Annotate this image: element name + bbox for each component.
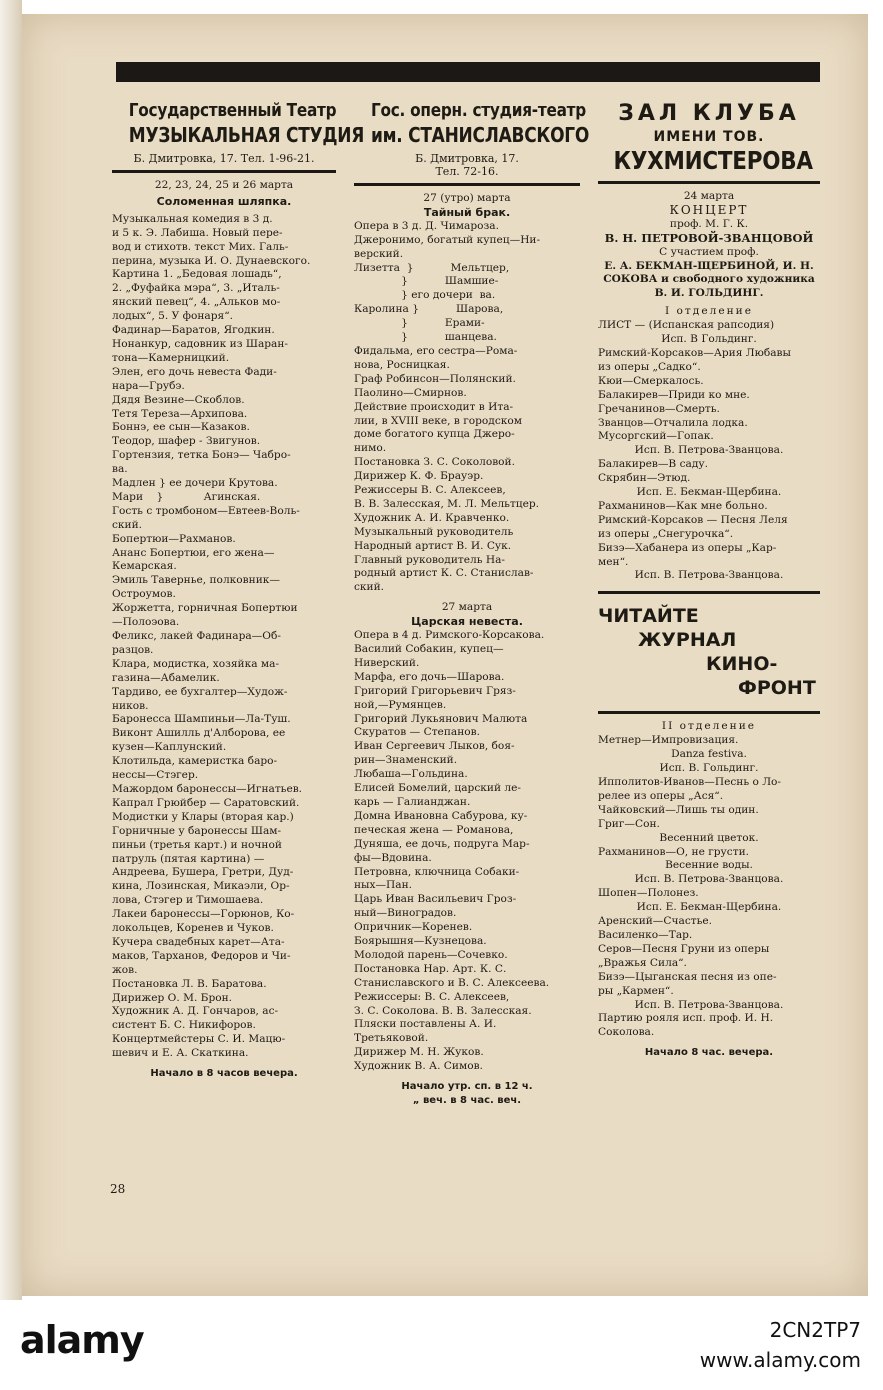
text-line: родный артист К. С. Станислав- bbox=[354, 567, 534, 580]
text-line: Ниверский. bbox=[354, 656, 420, 669]
text-line: Елисей Бомелий, царский ле- bbox=[354, 782, 521, 795]
performance-date-2: 27 марта bbox=[441, 601, 493, 614]
text-line: нара—Грубэ. bbox=[112, 379, 185, 392]
part-two-heading: II отделение bbox=[661, 720, 757, 733]
start-time-matinee: Начало утр. сп. в 12 ч. bbox=[401, 1081, 533, 1093]
club-title-line1: ЗАЛ КЛУБА bbox=[618, 101, 800, 126]
text-line: Серов—Песня Груни из оперы bbox=[598, 942, 770, 955]
text-line: Нонанкур, садовник из Шаран- bbox=[112, 337, 288, 350]
play-title-2: Царская невеста. bbox=[411, 615, 523, 629]
text-line: Шопен—Полонез. bbox=[598, 887, 699, 900]
text-line: Метнер—Импровизация. bbox=[598, 734, 739, 747]
ad-line-1: ЧИТАЙТЕ bbox=[598, 605, 699, 628]
text-line: Бизэ—Цыганская песня из опе- bbox=[598, 970, 777, 983]
text-line: Исп. В. Петрова-Званцова. bbox=[634, 998, 784, 1011]
text-line: Кюи—Смеркалось. bbox=[598, 374, 704, 387]
text-line: верский. bbox=[354, 247, 404, 260]
text-line: лии, в XVIII веке, в городском bbox=[354, 414, 523, 427]
text-line: } Ерами- bbox=[354, 317, 485, 330]
text-line: лодых“, 5. У фонаря“. bbox=[112, 310, 233, 323]
text-line: Григорий Лукьянович Малюта bbox=[354, 712, 528, 725]
text-line: из оперы „Садко“. bbox=[598, 360, 701, 373]
text-line: Пляски поставлены А. И. bbox=[354, 1018, 497, 1031]
theatre-title-line2: МУЗЫКАЛЬНАЯ СТУДИЯ bbox=[128, 123, 365, 147]
text-line: Опера в 4 д. Римского-Корсакова. bbox=[354, 629, 545, 642]
text-line: Василенко—Тар. bbox=[598, 928, 693, 941]
text-line: Художник В. А. Симов. bbox=[354, 1060, 483, 1073]
divider bbox=[112, 170, 336, 173]
text-line: Весенний цветок. bbox=[659, 831, 759, 844]
text-line: Боярышня—Кузнецова. bbox=[354, 935, 487, 948]
text-line: Дирижер М. Н. Жуков. bbox=[354, 1046, 484, 1059]
text-line: Бопертюи—Рахманов. bbox=[112, 532, 236, 545]
text-line: Царь Иван Васильевич Гроз- bbox=[354, 893, 517, 906]
text-line: Дирижер О. М. Брон. bbox=[112, 991, 233, 1004]
performance-dates: 22, 23, 24, 25 и 26 марта bbox=[154, 179, 294, 191]
text-line: ЛИСТ — (Испанская рапсодия) bbox=[598, 319, 775, 332]
text-line: Григорий Григорьевич Гряз- bbox=[354, 684, 516, 697]
text-line: ный—Виноградов. bbox=[354, 907, 457, 920]
text-line: кузен—Каплунский. bbox=[112, 741, 227, 754]
text-line: Молодой парень—Сочевко. bbox=[354, 948, 508, 961]
text-line: Партию рояля исп. проф. И. Н. bbox=[598, 1012, 774, 1025]
text-line: Джеронимо, богатый купец—Ни- bbox=[354, 233, 541, 246]
start-time-evening: „ веч. в 8 час. веч. bbox=[412, 1095, 522, 1106]
text-line: ной,—Румянцев. bbox=[354, 698, 447, 711]
text-line: газина—Абамелик. bbox=[112, 671, 220, 684]
text-line: Элен, его дочь невеста Фади- bbox=[112, 365, 277, 378]
program-part-2 bbox=[598, 734, 820, 1040]
text-line: Исп. В. Петрова-Званцова. bbox=[634, 444, 784, 457]
text-line: В. В. Залесская, М. Л. Мельтцер. bbox=[354, 497, 540, 510]
text-line: Горничные у баронессы Шам- bbox=[112, 824, 282, 837]
text-line: кина, Лозинская, Микаэли, Ор- bbox=[112, 880, 290, 893]
text-line: З. С. Соколова. В. В. Залесская. bbox=[354, 1004, 532, 1017]
text-line: „Вражья Сила“. bbox=[598, 956, 687, 969]
text-line: Постановка Нар. Арт. К. С. bbox=[354, 962, 507, 975]
text-line: Рахманинов—Как мне больно. bbox=[598, 499, 768, 512]
text-line: Иван Сергеевич Лыков, боя- bbox=[354, 740, 515, 753]
text-line: Действие происходит в Ита- bbox=[354, 400, 514, 413]
text-line: Рахманинов—О, не грусти. bbox=[598, 845, 749, 858]
text-line: Дирижер К. Ф. Брауэр. bbox=[354, 470, 484, 483]
text-line: рин—Знаменский. bbox=[354, 754, 458, 767]
text-line: Григ—Сон. bbox=[598, 817, 660, 830]
text-line: Жоржетта, горничная Бопертюи bbox=[112, 602, 298, 615]
text-line: Дядя Везине—Скоблов. bbox=[112, 393, 245, 406]
text-line: Василий Собакин, купец— bbox=[354, 643, 504, 655]
text-line: Домна Ивановна Сабурова, ку- bbox=[354, 809, 528, 822]
text-line: Лакеи баронессы—Горюнов, Ко- bbox=[112, 908, 295, 921]
text-line: Народный артист В. И. Сук. bbox=[354, 539, 512, 552]
ad-line-3: КИНО- bbox=[706, 653, 778, 676]
text-line: Концертмейстеры С. И. Мацю- bbox=[112, 1033, 286, 1046]
concert-prof: проф. М. Г. К. bbox=[669, 217, 749, 230]
text-line: Любаша—Гольдина. bbox=[354, 768, 468, 781]
text-line: Режиссеры: В. С. Алексеев, bbox=[354, 990, 510, 1003]
text-line: Тардиво, ее бухгалтер—Худож- bbox=[112, 685, 288, 698]
text-line: Музыкальный руководитель bbox=[354, 525, 514, 538]
text-line: Петровна, ключница Собаки- bbox=[354, 865, 520, 878]
text-line: Феликс, лакей Фадинара—Об- bbox=[112, 630, 281, 642]
text-line: Станиславского и В. С. Алексеева. bbox=[354, 976, 550, 989]
text-line: Кучера свадебных карет—Ата- bbox=[112, 935, 285, 948]
divider bbox=[598, 711, 820, 714]
cast-list bbox=[112, 213, 336, 1061]
text-line: маков, Тарханов, Федоров и Чи- bbox=[112, 949, 291, 962]
text-line: Музыкальная комедия в 3 д. bbox=[112, 212, 273, 225]
text-line: нова, Росницкая. bbox=[354, 358, 450, 371]
performance-date-1: 27 (утро) марта bbox=[423, 192, 511, 204]
theatre-title-line2: им. СТАНИСЛАВСКОГО bbox=[370, 123, 590, 147]
text-line: Мусоргский—Гопак. bbox=[598, 430, 714, 443]
start-time: Начало 8 час. вечера. bbox=[644, 1047, 774, 1059]
text-line: Римский-Корсаков—Ария Любавы bbox=[598, 346, 791, 359]
text-line: вод и стихотв. текст Мих. Галь- bbox=[112, 240, 289, 253]
text-line: карь — Галианджан. bbox=[354, 795, 471, 808]
text-line: жов. bbox=[112, 963, 138, 976]
text-line: ников. bbox=[112, 699, 149, 712]
text-line: Званцов—Отчалила лодка. bbox=[598, 416, 748, 429]
column-stanislavsky bbox=[354, 100, 590, 1108]
text-line: Исп. В. Петрова-Званцова. bbox=[634, 873, 784, 886]
text-line: 2. „Фуфайка мэра“, 3. „Италь- bbox=[112, 282, 280, 295]
participants-line3: СОКОВА и свободного художника bbox=[603, 273, 815, 286]
text-line: Мари } Агинская. bbox=[112, 490, 261, 503]
concert-label: КОНЦЕРТ bbox=[669, 202, 749, 217]
text-line: Бизэ—Хабанера из оперы „Кар- bbox=[598, 541, 777, 554]
text-line: Третьяковой. bbox=[354, 1032, 429, 1045]
text-line: Баронесса Шампиньи—Ла-Туш. bbox=[112, 713, 291, 726]
text-line: Опричник—Коренев. bbox=[354, 921, 473, 934]
text-line: Художник А. Д. Гончаров, ас- bbox=[112, 1005, 279, 1018]
text-line: } шанцева. bbox=[354, 331, 497, 344]
text-line: Каролина } Шарова, bbox=[354, 303, 504, 316]
text-line: Аренский—Счастье. bbox=[598, 915, 713, 928]
text-line: Эмиль Тавернье, полковник— bbox=[112, 574, 280, 587]
text-line: Боннэ, ее сын—Казаков. bbox=[112, 421, 250, 434]
text-line: Мадлен } ее дочери Крутова. bbox=[112, 477, 278, 490]
text-line: мен“. bbox=[598, 555, 629, 568]
text-line: ский. bbox=[354, 581, 385, 594]
divider bbox=[354, 183, 580, 186]
text-line: Главный руководитель На- bbox=[354, 553, 506, 566]
text-line: Марфа, его дочь—Шарова. bbox=[354, 670, 505, 683]
text-line: Граф Робинсон—Полянский. bbox=[354, 372, 516, 385]
text-line: Паолино—Смирнов. bbox=[354, 386, 467, 399]
text-line: Модистки у Клары (вторая кар.) bbox=[112, 810, 294, 823]
image-id: 2CN2TP7 bbox=[769, 1318, 861, 1342]
text-line: Андреева, Бушера, Гретри, Дуд- bbox=[112, 866, 294, 879]
text-line: тона—Камерницкий. bbox=[112, 351, 230, 364]
text-line: нессы—Стэгер. bbox=[112, 769, 199, 782]
club-title-line2: ИМЕНИ ТОВ. bbox=[653, 129, 765, 145]
kino-front-ad bbox=[598, 600, 820, 706]
text-line: Картина 1. „Бедовая лошадь“, bbox=[112, 268, 282, 281]
theatre-title-line1: Государственный Театр bbox=[128, 100, 337, 121]
text-line: Клара, модистка, хозяйка ма- bbox=[112, 657, 280, 670]
text-line: лова, Стэгер и Тимошаева. bbox=[112, 894, 264, 907]
part-one-heading: I отделение bbox=[665, 305, 753, 318]
cast-list-2 bbox=[354, 629, 580, 1074]
program-part-1 bbox=[598, 319, 820, 583]
text-line: Кемарская. bbox=[112, 560, 177, 573]
text-line: Фидальма, его сестра—Рома- bbox=[354, 344, 518, 357]
text-line: Лизетта } Мельтцер, bbox=[354, 261, 510, 274]
text-line: Постановка Л. В. Баратова. bbox=[112, 977, 267, 990]
text-line: шевич и Е. А. Скаткина. bbox=[112, 1047, 249, 1060]
text-line: Исп. В. Гольдинг. bbox=[659, 762, 759, 775]
text-line: янский певец“, 4. „Альков мо- bbox=[112, 296, 281, 309]
participants-line2: Е. А. БЕКМАН-ЩЕРБИНОЙ, И. Н. bbox=[604, 259, 814, 272]
theatre-address: Б. Дмитровка, 17. bbox=[415, 152, 519, 165]
text-line: } его дочери ва. bbox=[354, 289, 496, 302]
text-line: Ипполитов-Иванов—Песнь о Ло- bbox=[598, 776, 782, 788]
text-line: Балакирев—Приди ко мне. bbox=[598, 388, 750, 401]
text-line: Скрябин—Этюд. bbox=[598, 472, 691, 485]
text-line: Балакирев—В саду. bbox=[598, 458, 708, 471]
text-line: Художник А. И. Кравченко. bbox=[354, 511, 510, 524]
text-line: Весенние воды. bbox=[665, 859, 753, 872]
watermark-url: www.alamy.com bbox=[699, 1348, 861, 1372]
divider bbox=[598, 591, 820, 594]
alamy-logo: alamy bbox=[20, 1318, 144, 1362]
text-line: Остроумов. bbox=[112, 588, 176, 601]
text-line: Постановка З. С. Соколовой. bbox=[354, 456, 515, 469]
text-line: и 5 к. Э. Лабиша. Новый пере- bbox=[112, 226, 283, 239]
text-line: ры „Кармен“. bbox=[598, 984, 674, 997]
cast-list-1 bbox=[354, 220, 580, 595]
text-line: из оперы „Снегурочка“. bbox=[598, 527, 734, 540]
participants-line1: С участием проф. bbox=[659, 245, 759, 258]
theatre-address: Б. Дмитровка, 17. Тел. 1-96-21. bbox=[133, 152, 315, 165]
text-line: Соколова. bbox=[598, 1026, 655, 1039]
text-line: Danza festiva. bbox=[671, 748, 747, 761]
text-line: —Полоэова. bbox=[112, 616, 180, 629]
column-music-studio bbox=[112, 100, 365, 1081]
page-number: 28 bbox=[110, 1182, 126, 1196]
text-line: Дуняша, ее дочь, подруга Мар- bbox=[354, 837, 530, 850]
theatre-phone: Тел. 72-16. bbox=[435, 165, 499, 178]
theatre-title-line1: Гос. оперн. студия-театр bbox=[370, 100, 586, 121]
participants-line4: В. И. ГОЛЬДИНГ. bbox=[654, 287, 764, 300]
ad-line-2: ЖУРНАЛ bbox=[638, 629, 737, 652]
text-line: Гость с тромбоном—Евтеев-Воль- bbox=[112, 504, 300, 517]
text-line: Исп. В Гольдинг. bbox=[661, 333, 757, 346]
text-line: Римский-Корсаков — Песня Леля bbox=[598, 513, 788, 526]
text-line: печеская жена — Романова, bbox=[354, 823, 514, 836]
text-line: Опера в 3 д. Д. Чимароза. bbox=[354, 219, 499, 232]
soloist-name: В. Н. ПЕТРОВОЙ-ЗВАНЦОВОЙ bbox=[604, 230, 814, 245]
ad-line-4: ФРОНТ bbox=[738, 677, 816, 700]
text-line: пиньи (третья карт.) и ночной bbox=[112, 838, 282, 851]
text-line: фы—Вдовина. bbox=[354, 851, 432, 864]
top-black-bar bbox=[116, 62, 820, 82]
divider bbox=[598, 181, 820, 184]
text-line: Ананс Бопертюи, его жена— bbox=[112, 546, 275, 559]
text-line: доме богатого купца Джеро- bbox=[354, 428, 515, 441]
text-line: систент Б. С. Никифоров. bbox=[112, 1019, 256, 1032]
text-line: Исп. Е. Бекман-Щербина. bbox=[636, 486, 782, 499]
text-line: } Шамшие- bbox=[354, 275, 499, 288]
play-title-1: Тайный брак. bbox=[423, 205, 511, 219]
start-time: Начало в 8 часов вечера. bbox=[150, 1068, 298, 1080]
text-line: разцов. bbox=[112, 643, 154, 656]
column-club-hall bbox=[598, 100, 820, 1060]
text-line: нимо. bbox=[354, 442, 387, 455]
text-line: Исп. В. Петрова-Званцова. bbox=[634, 569, 784, 582]
text-line: Режиссеры В. С. Алексеев, bbox=[354, 484, 506, 497]
text-line: Клотильда, камеристка баро- bbox=[112, 755, 278, 768]
text-line: локольцев, Коренев и Чуков. bbox=[112, 922, 274, 935]
text-line: Исп. Е. Бекман-Щербина. bbox=[636, 901, 782, 914]
text-line: Виконт Ашилль д'Алборова, ее bbox=[112, 727, 286, 740]
text-line: ных—Пан. bbox=[354, 879, 413, 892]
page-edge bbox=[0, 0, 22, 1300]
play-title: Соломенная шляпка. bbox=[156, 194, 292, 208]
text-line: Мажордом баронессы—Игнатьев. bbox=[112, 782, 303, 795]
text-line: Чайковский—Лишь ты один. bbox=[598, 803, 759, 816]
text-line: перина, музыка И. О. Дунаевского. bbox=[112, 254, 311, 267]
text-line: релее из оперы „Ася“. bbox=[598, 789, 724, 802]
text-line: Гортензия, тетка Бонэ— Чабро- bbox=[112, 449, 291, 462]
club-title-line3: КУХМИСТЕРОВА bbox=[613, 146, 813, 175]
text-line: Капрал Грюйбер — Саратовский. bbox=[112, 796, 300, 809]
text-line: Теодор, шафер - Звигунов. bbox=[112, 435, 261, 448]
text-line: ский. bbox=[112, 518, 143, 531]
text-line: Фадинар—Баратов, Ягодкин. bbox=[112, 324, 275, 337]
text-line: ва. bbox=[112, 463, 128, 476]
text-line: патруль (пятая картина) — bbox=[112, 852, 265, 865]
text-line: Тетя Тереза—Архипова. bbox=[112, 407, 248, 420]
text-line: Гречанинов—Смерть. bbox=[598, 402, 720, 415]
concert-date: 24 марта bbox=[683, 190, 735, 202]
text-line: Скуратов — Степанов. bbox=[354, 726, 480, 739]
